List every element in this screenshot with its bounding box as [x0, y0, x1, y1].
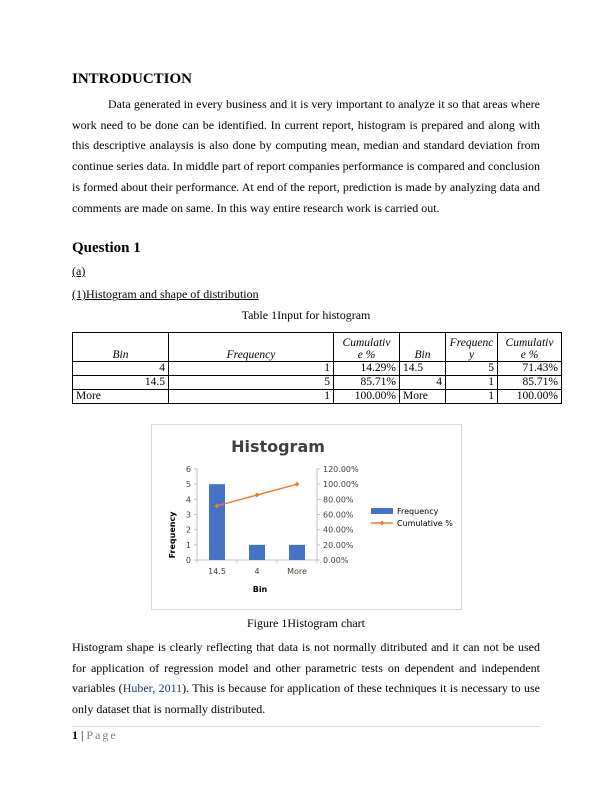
chart-x-tick-label: 14.5	[208, 567, 226, 576]
table-cell: 100.00%	[334, 390, 400, 404]
chart-x-tick-label: 4	[254, 567, 260, 576]
table-cell: 1	[169, 390, 334, 404]
table-header-cell: Bin	[73, 333, 169, 362]
introduction-paragraph: Data generated in every business and it is very important to analyze it so that areas where work need to be done can be identified. In current report, histogram is prepared and along with this descriptive analaysis is also done by computing mean, median and standard deviation from continue series data. In middle part of report companies performance is compared and conclusion is formed about their performance. At end of the report, prediction is made by analyzing data and comments are made on same. In this way entire research work is carried out.	[72, 97, 540, 215]
legend-swatch-frequency	[371, 508, 393, 514]
table-header-cell: Frequency	[169, 333, 334, 362]
chart-bar	[289, 545, 305, 560]
conclusion-paragraph	[72, 637, 540, 720]
chart-y-tick-label: 0	[185, 556, 191, 565]
table-cell: 14.5	[400, 362, 446, 376]
table-cell: 14.29%	[334, 362, 400, 376]
table-row	[73, 362, 562, 376]
table-cell: 1	[446, 390, 498, 404]
table-row	[73, 376, 562, 390]
page-label: Page	[86, 728, 118, 742]
table-row	[73, 390, 562, 404]
histogram-chart-svg	[152, 425, 461, 609]
histogram-input-table	[72, 332, 562, 404]
question-subpart-label: (1)Histogram and shape of distribution	[72, 287, 259, 301]
table-cell: 1	[169, 362, 334, 376]
chart-title: Histogram	[231, 437, 325, 456]
citation-link[interactable]: Huber, 2011	[122, 681, 183, 696]
table-cell: 100.00%	[498, 390, 562, 404]
chart-y-tick-label: 4	[185, 495, 191, 505]
histogram-chart	[151, 424, 462, 610]
table-header-cell: Cumulativ e %	[498, 333, 562, 362]
page-footer	[72, 728, 118, 743]
table-cell: 85.71%	[498, 376, 562, 390]
chart-y2-tick-label: 100.00%	[323, 480, 359, 490]
chart-y-tick-label: 3	[185, 510, 191, 520]
chart-legend	[371, 507, 453, 528]
footer-separator: |	[78, 728, 87, 742]
conclusion-text-before: Histogram shape is clearly reflecting that data is not normally ditributed and it can not be used for application of regression model and other parametric tests on dependent and independent variables (	[72, 640, 540, 696]
chart-point-cumulative	[255, 493, 260, 498]
table-cell: 85.71%	[334, 376, 400, 390]
introduction-heading: INTRODUCTION	[72, 71, 193, 87]
table-header-row	[73, 333, 562, 362]
figure-caption: Figure 1Histogram chart	[247, 616, 365, 630]
chart-y2-tick-label: 20.00%	[323, 540, 354, 550]
table-cell: 5	[169, 376, 334, 390]
chart-y2-tick-label: 120.00%	[323, 465, 359, 474]
question-part-label: (a)	[72, 264, 86, 278]
question-heading: Question 1	[72, 240, 141, 256]
legend-label-cumulative: Cumulative %	[397, 519, 453, 528]
page-number: 1	[72, 728, 78, 742]
chart-y2-tick-label: 0.00%	[323, 556, 349, 565]
chart-bar	[209, 484, 225, 560]
table-cell: 4	[73, 362, 169, 376]
footer-divider	[72, 726, 540, 727]
table-header-cell: Bin	[400, 333, 446, 362]
chart-bar	[249, 545, 265, 560]
conclusion-text-after: ). This is because for application of these techniques it is necessary to use only dataset that is normally distributed.	[72, 681, 540, 717]
chart-y2-tick-label: 60.00%	[323, 510, 354, 520]
chart-point-cumulative	[295, 482, 300, 487]
table-cell: More	[73, 390, 169, 404]
chart-x-axis-label: Bin	[252, 585, 268, 594]
chart-y-tick-label: 2	[185, 525, 191, 535]
table-cell: 71.43%	[498, 362, 562, 376]
chart-y-tick-label: 6	[185, 465, 191, 474]
table-cell: 14.5	[73, 376, 169, 390]
table-caption: Table 1Input for histogram	[241, 308, 371, 322]
table-cell: More	[400, 390, 446, 404]
legend-marker-cumulative	[380, 521, 385, 526]
chart-y2-tick-label: 40.00%	[323, 525, 354, 535]
chart-y-axis-label: Frequency	[168, 511, 177, 559]
table-header-cell: Frequenc y	[446, 333, 498, 362]
table-cell: 1	[446, 376, 498, 390]
table-cell: 4	[400, 376, 446, 390]
chart-y-tick-label: 5	[185, 480, 191, 490]
legend-label-frequency: Frequency	[397, 507, 439, 516]
table-cell: 5	[446, 362, 498, 376]
chart-y2-tick-label: 80.00%	[323, 495, 354, 505]
chart-y-tick-label: 1	[185, 540, 191, 550]
chart-x-tick-label: More	[287, 567, 307, 576]
table-header-cell: Cumulativ e %	[334, 333, 400, 362]
